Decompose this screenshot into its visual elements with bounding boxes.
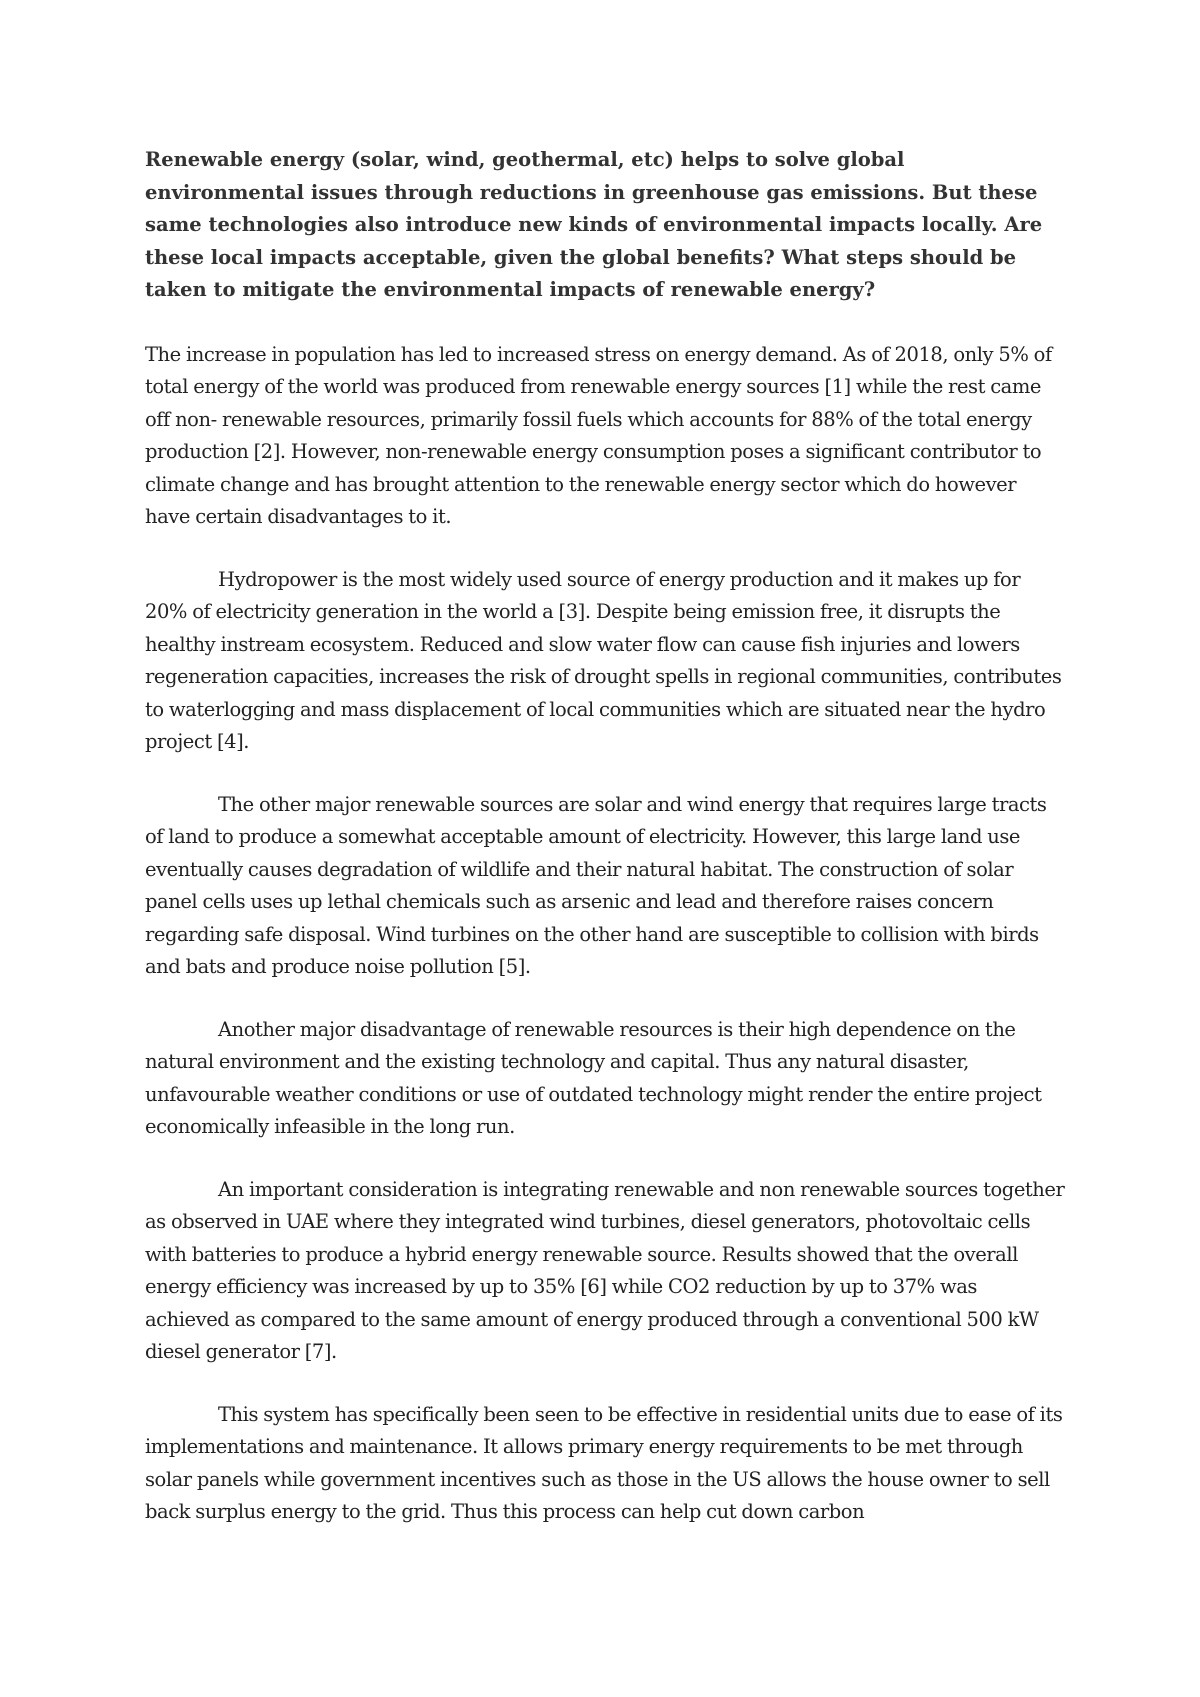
document-body	[145, 144, 1065, 1529]
essay-question: Renewable energy (solar, wind, geothermal, etc) helps to solve global environmental issues through reductions in greenhouse gas emissions. But these same technologies also introduce new kinds of environmental impacts locally. Are these local impacts acceptable, given the global benefits? What steps should be taken to mitigate the environmental impacts of renewable energy?	[145, 148, 1043, 301]
paragraph-introduction: The increase in population has led to increased stress on energy demand. As of 2018, only 5% of total energy of the world was produced from renewable energy sources [1] while the rest came off non- renewable resources, primarily fossil fuels which accounts for 88% of the total energy production [2]. However, non-renewable energy consumption poses a significant contributor to climate change and has brought attention to the renewable energy sector which do however have certain disadvantages to it.	[145, 342, 1052, 528]
paragraph-solar-wind: The other major renewable sources are solar and wind energy that requires large tracts of land to produce a somewhat acceptable amount of electricity. However, this large land use eventually causes degradation of wildlife and their natural habitat. The construction of solar panel cells uses up lethal chemicals such as arsenic and lead and therefore raises concern regarding safe disposal. Wind turbines on the other hand are susceptible to collision with birds and bats and produce noise pollution [5].	[145, 792, 1047, 978]
paragraph-hydropower: Hydropower is the most widely used source of energy production and it makes up for 20% of electricity generation in the world a [3]. Despite being emission free, it disrupts the healthy instream ecosystem. Reduced and slow water flow can cause fish injuries and lowers regeneration capacities, increases the risk of drought spells in regional communities, contributes to waterlogging and mass displacement of local communities which are situated near the hydro project [4].	[145, 567, 1062, 753]
paragraph-integration: An important consideration is integrating renewable and non renewable sources together as observed in UAE where they integrated wind turbines, diesel generators, photovoltaic cells with batteries to produce a hybrid energy renewable source. Results showed that the overall energy efficiency was increased by up to 35% [6] while CO2 reduction by up to 37% was achieved as compared to the same amount of energy produced through a conventional 500 kW diesel generator [7].	[145, 1177, 1065, 1363]
paragraph-dependence: Another major disadvantage of renewable resources is their high dependence on the natural environment and the existing technology and capital. Thus any natural disaster, unfavourable weather conditions or use of outdated technology might render the entire project economically infeasible in the long run.	[145, 1017, 1042, 1138]
paragraph-residential: This system has specifically been seen to be effective in residential units due to ease of its implementations and maintenance. It allows primary energy requirements to be met through solar panels while government incentives such as those in the US allows the house owner to sell back surplus energy to the grid. Thus this process can help cut down carbon	[145, 1402, 1063, 1523]
